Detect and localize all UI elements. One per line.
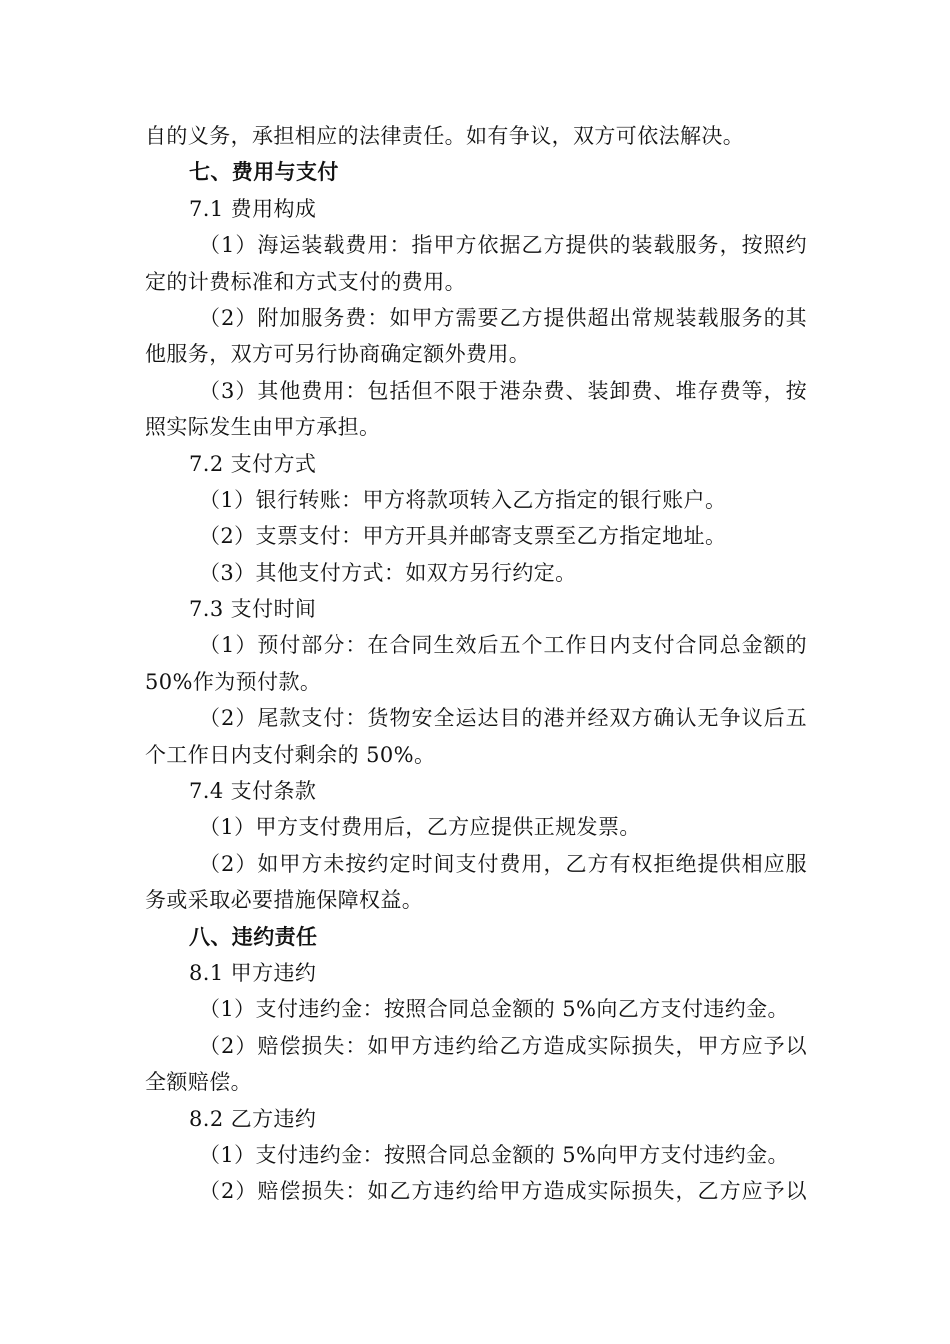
subsection-heading-8-1: 8.1 甲方违约	[189, 960, 317, 985]
list-item-7-4-2: （2）如甲方未按约定时间支付费用，乙方有权拒绝提供相应服	[199, 851, 807, 876]
paragraph-line: 自的义务，承担相应的法律责任。如有争议，双方可依法解决。	[145, 124, 745, 148]
list-item-7-2-1: （1）银行转账：甲方将款项转入乙方指定的银行账户。	[199, 487, 727, 512]
list-item-7-3-2: （2）尾款支付：货物安全运达目的港并经双方确认无争议后五	[199, 706, 807, 731]
list-item-8-2-2: （2）赔偿损失：如乙方违约给甲方造成实际损失，乙方应予以	[199, 1179, 807, 1204]
subsection-heading-7-2: 7.2 支付方式	[189, 451, 317, 476]
paragraph-line: 务或采取必要措施保障权益。	[145, 888, 424, 913]
subsection-heading-7-1: 7.1 费用构成	[189, 196, 317, 221]
list-item-7-4-1: （1）甲方支付费用后，乙方应提供正规发票。	[199, 815, 641, 840]
list-item-7-1-1: （1）海运装载费用：指甲方依据乙方提供的装载服务，按照约	[199, 233, 807, 258]
paragraph-line: 50%作为预付款。	[145, 669, 322, 694]
paragraph-line: 个工作日内支付剩余的 50%。	[145, 742, 436, 767]
paragraph-line: 定的计费标准和方式支付的费用。	[145, 269, 466, 294]
list-item-7-1-2: （2）附加服务费：如甲方需要乙方提供超出常规装载服务的其	[199, 305, 807, 330]
section-heading-fees-payment: 七、费用与支付	[189, 160, 339, 185]
list-item-7-3-1: （1）预付部分：在合同生效后五个工作日内支付合同总金额的	[199, 633, 807, 658]
subsection-heading-7-3: 7.3 支付时间	[189, 597, 317, 622]
document-page	[145, 118, 807, 1210]
subsection-heading-8-2: 8.2 乙方违约	[189, 1106, 317, 1131]
list-item-8-2-1: （1）支付违约金：按照合同总金额的 5%向甲方支付违约金。	[199, 1142, 789, 1167]
subsection-heading-7-4: 7.4 支付条款	[189, 779, 317, 804]
section-heading-breach-liability: 八、违约责任	[189, 924, 318, 949]
paragraph-line: 全额赔偿。	[145, 1070, 252, 1095]
list-item-8-1-2: （2）赔偿损失：如甲方违约给乙方造成实际损失，甲方应予以	[199, 1033, 807, 1058]
list-item-7-2-3: （3）其他支付方式：如双方另行约定。	[199, 560, 577, 585]
paragraph-line: 他服务，双方可另行协商确定额外费用。	[145, 342, 531, 367]
paragraph-line: 照实际发生由甲方承担。	[145, 415, 381, 440]
list-item-7-2-2: （2）支票支付：甲方开具并邮寄支票至乙方指定地址。	[199, 524, 727, 549]
list-item-8-1-1: （1）支付违约金：按照合同总金额的 5%向乙方支付违约金。	[199, 997, 789, 1022]
list-item-7-1-3: （3）其他费用：包括但不限于港杂费、装卸费、堆存费等，按	[199, 378, 807, 403]
